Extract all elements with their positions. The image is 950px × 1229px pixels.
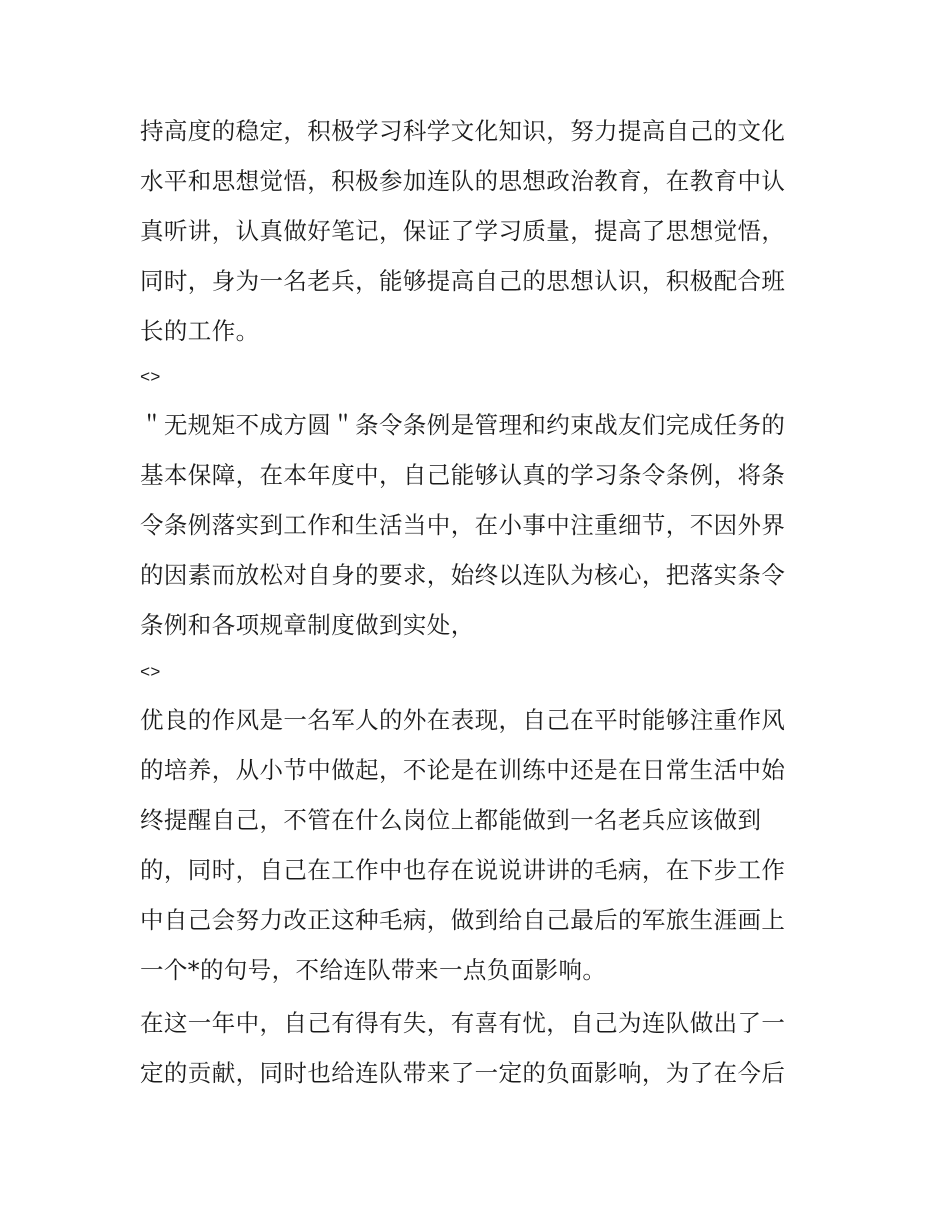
- text-line: ＂无规矩不成方圆＂条令条例是管理和约束战友们完成任务的: [140, 411, 786, 439]
- text-line: 优良的作风是一名军人的外在表现，自己在平时能够注重作风: [140, 706, 786, 734]
- text-line: 的，同时，自己在工作中也存在说说讲讲的毛病，在下步工作: [140, 856, 786, 884]
- text-line: 的因素而放松对自身的要求，始终以连队为核心，把落实条令: [140, 561, 786, 589]
- text-line: 持高度的稳定，积极学习科学文化知识，努力提高自己的文化: [140, 117, 786, 145]
- text-line: 条例和各项规章制度做到实处，: [140, 611, 475, 639]
- text-line: 一个*的句号，不给连队带来一点负面影响。: [140, 956, 607, 984]
- text-line: 长的工作。: [140, 317, 260, 345]
- text-line: 令条例落实到工作和生活当中，在小事中注重细节，不因外界: [140, 511, 786, 539]
- section-separator: <>: [140, 369, 161, 388]
- section-separator: <>: [140, 664, 161, 683]
- text-line: 水平和思想觉悟，积极参加连队的思想政治教育，在教育中认: [140, 167, 786, 195]
- text-line: 同时，身为一名老兵，能够提高自己的思想认识，积极配合班: [140, 267, 786, 295]
- text-line: 中自己会努力改正这种毛病，做到给自己最后的军旅生涯画上: [140, 906, 786, 934]
- text-line: 定的贡献，同时也给连队带来了一定的负面影响，为了在今后: [140, 1059, 786, 1087]
- text-line: 基本保障，在本年度中，自己能够认真的学习条令条例，将条: [140, 461, 786, 489]
- text-line: 在这一年中，自己有得有失，有喜有忧，自己为连队做出了一: [140, 1009, 786, 1037]
- text-line: 的培养，从小节中做起，不论是在训练中还是在日常生活中始: [140, 756, 786, 784]
- text-line: 终提醒自己，不管在什么岗位上都能做到一名老兵应该做到: [140, 806, 762, 834]
- text-line: 真听讲，认真做好笔记，保证了学习质量，提高了思想觉悟，: [140, 217, 786, 245]
